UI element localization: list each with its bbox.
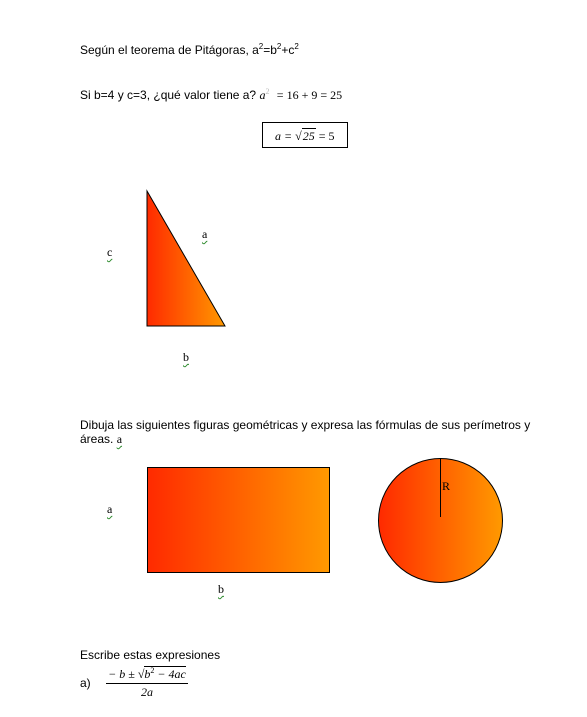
equation-variable: a	[259, 88, 266, 102]
instruction-line-2: áreas. a	[80, 432, 123, 446]
formula-numerator: − $b \pm √b^2 - 4ac$	[106, 666, 188, 684]
circle-shape	[378, 458, 503, 583]
formula-denominator: 2a	[141, 685, 153, 699]
formula-rhs: = 5	[318, 129, 335, 143]
expression-item-label: a)	[80, 676, 91, 690]
pythagoras-statement: Según el teorema de Pitágoras, $a^2=b^2+c^2$	[80, 42, 299, 57]
equation-rhs: = 16 + 9 = 25	[276, 88, 343, 102]
circle-label-radius: R	[442, 479, 451, 493]
formula-radicand: 25	[302, 129, 315, 143]
triangle-label-base: b	[183, 350, 189, 364]
circle-radius-line	[440, 459, 441, 517]
expressions-heading: Escribe estas expresiones	[80, 648, 221, 662]
triangle-label-side: c	[107, 245, 113, 259]
rectangle-label-side: a	[107, 502, 113, 516]
instruction-line-1: Dibuja las siguientes figuras geométricas y expresa las fórmulas de sus perímetros y	[80, 418, 531, 432]
formula-lhs: a =	[275, 129, 293, 143]
sqrt-symbol: √	[295, 129, 302, 143]
right-triangle	[147, 191, 225, 326]
question-line: Si b=4 y c=3, ¿qué valor tiene a? $a^2 = 16 + 9 = 25$	[80, 87, 343, 102]
equation-exponent: 2	[265, 87, 270, 96]
rectangle-shape	[147, 467, 330, 573]
rectangle-label-base: b	[218, 582, 224, 596]
triangle-label-hyp: a	[202, 227, 208, 241]
quadratic-formula	[106, 666, 188, 700]
